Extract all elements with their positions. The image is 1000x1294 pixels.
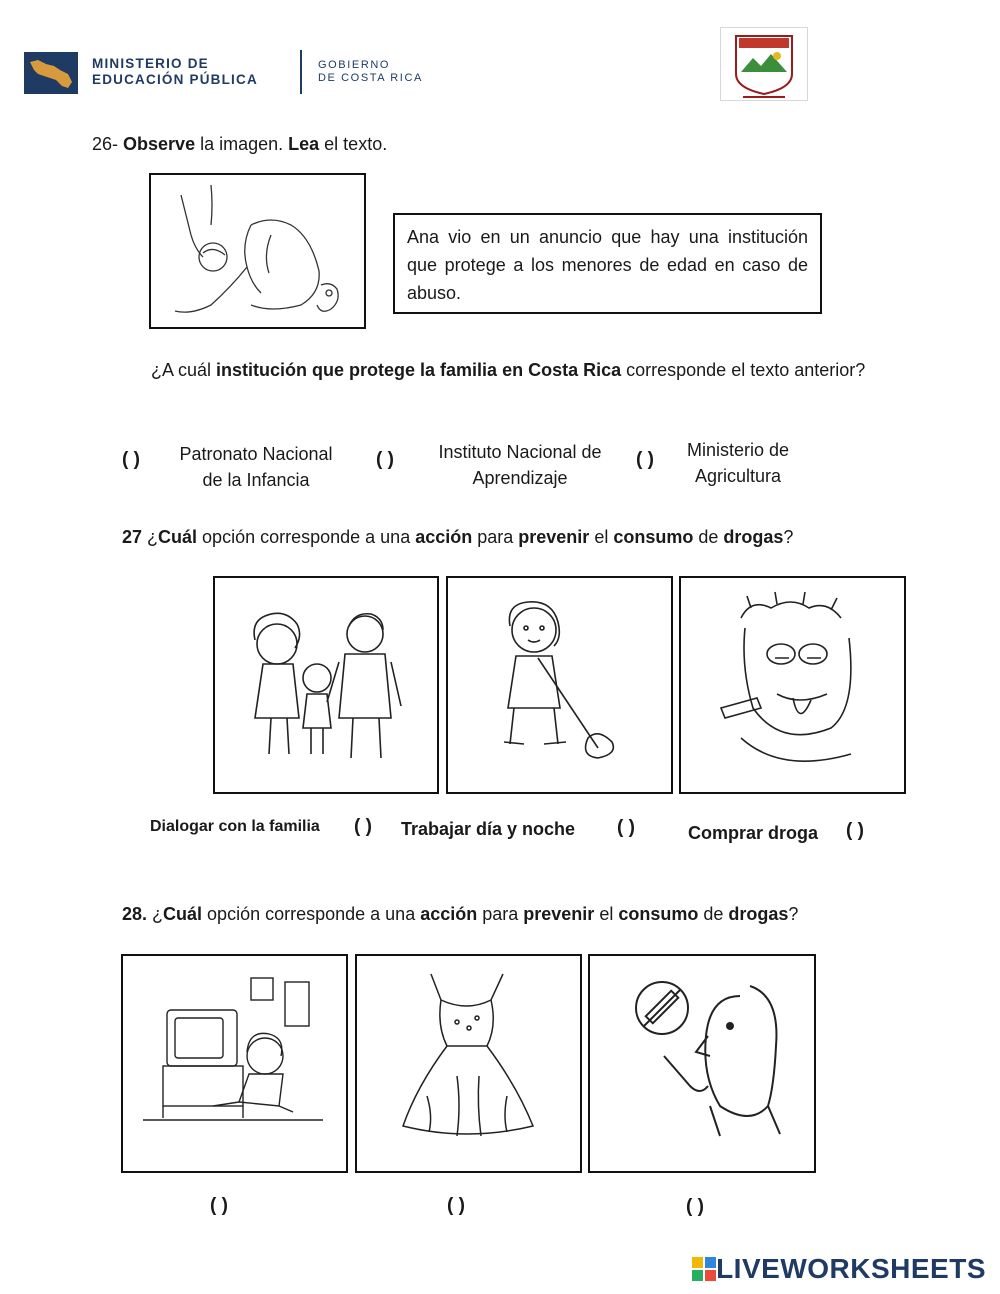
- q26-option1-label: Patronato Nacional de la Infancia: [179, 444, 333, 490]
- q28-dress-image: [355, 954, 582, 1173]
- q26-option3-label: Ministerio de Agricultura: [686, 440, 790, 486]
- live-worksheets-icon: [692, 1257, 718, 1283]
- q27-option1-answer-box[interactable]: ( ): [354, 816, 372, 837]
- q27-question: 27 ¿Cuál opción corresponde a una acción para prevenir el consumo de drogas?: [122, 527, 794, 547]
- q27-option2-answer-box[interactable]: ( ): [617, 817, 635, 838]
- q26-option3-answer-box[interactable]: ( ): [636, 449, 654, 470]
- school-crest-logo: [720, 27, 808, 101]
- live-worksheets-brand[interactable]: LIVEWORKSHEETS: [716, 1253, 986, 1284]
- q27-option3-answer-box[interactable]: ( ): [846, 820, 864, 841]
- ministry-name-line1: MINISTERIO DE: [92, 56, 209, 71]
- q27-option2-label: Trabajar día y noche: [401, 819, 576, 839]
- q26-option2-answer-box[interactable]: ( ): [376, 449, 394, 470]
- q28-no-smoking-advice-image: [588, 954, 816, 1173]
- q27-child-sweeping-image: [446, 576, 673, 794]
- q26-option2-label: Instituto Nacional de Aprendizaje: [438, 442, 602, 488]
- q28-option2-answer-box[interactable]: ( ): [447, 1195, 465, 1216]
- q28-option3-answer-box[interactable]: ( ): [686, 1196, 704, 1217]
- q27-drug-user-image: [679, 576, 906, 794]
- ministry-name-line2: EDUCACIÓN PÚBLICA: [92, 72, 258, 87]
- q26-instruction: 26- Observe la imagen. Lea el texto.: [92, 134, 388, 154]
- government-line2: DE COSTA RICA: [318, 72, 423, 84]
- header-divider: [300, 50, 302, 94]
- q27-option1-label: Dialogar con la familia: [150, 818, 320, 835]
- q26-option1-answer-box[interactable]: ( ): [122, 449, 140, 470]
- q26-story-box: Ana vio en un anuncio que hay una institución que protege a los menores de edad en caso de abuso.: [393, 213, 822, 314]
- ministry-logo: [24, 52, 78, 94]
- government-line1: GOBIERNO: [318, 59, 391, 71]
- q28-boy-watching-tv-image: [121, 954, 348, 1173]
- q28-option1-answer-box[interactable]: ( ): [210, 1195, 228, 1216]
- q28-question: 28. ¿Cuál opción corresponde a una acción para prevenir el consumo de drogas?: [122, 904, 799, 924]
- q27-option3-label: Comprar droga: [688, 823, 819, 843]
- q26-question: ¿A cuál institución que protege la familia en Costa Rica corresponde el texto anterior?: [151, 360, 866, 380]
- q26-sad-child-image: [149, 173, 366, 329]
- q27-family-image: [213, 576, 439, 794]
